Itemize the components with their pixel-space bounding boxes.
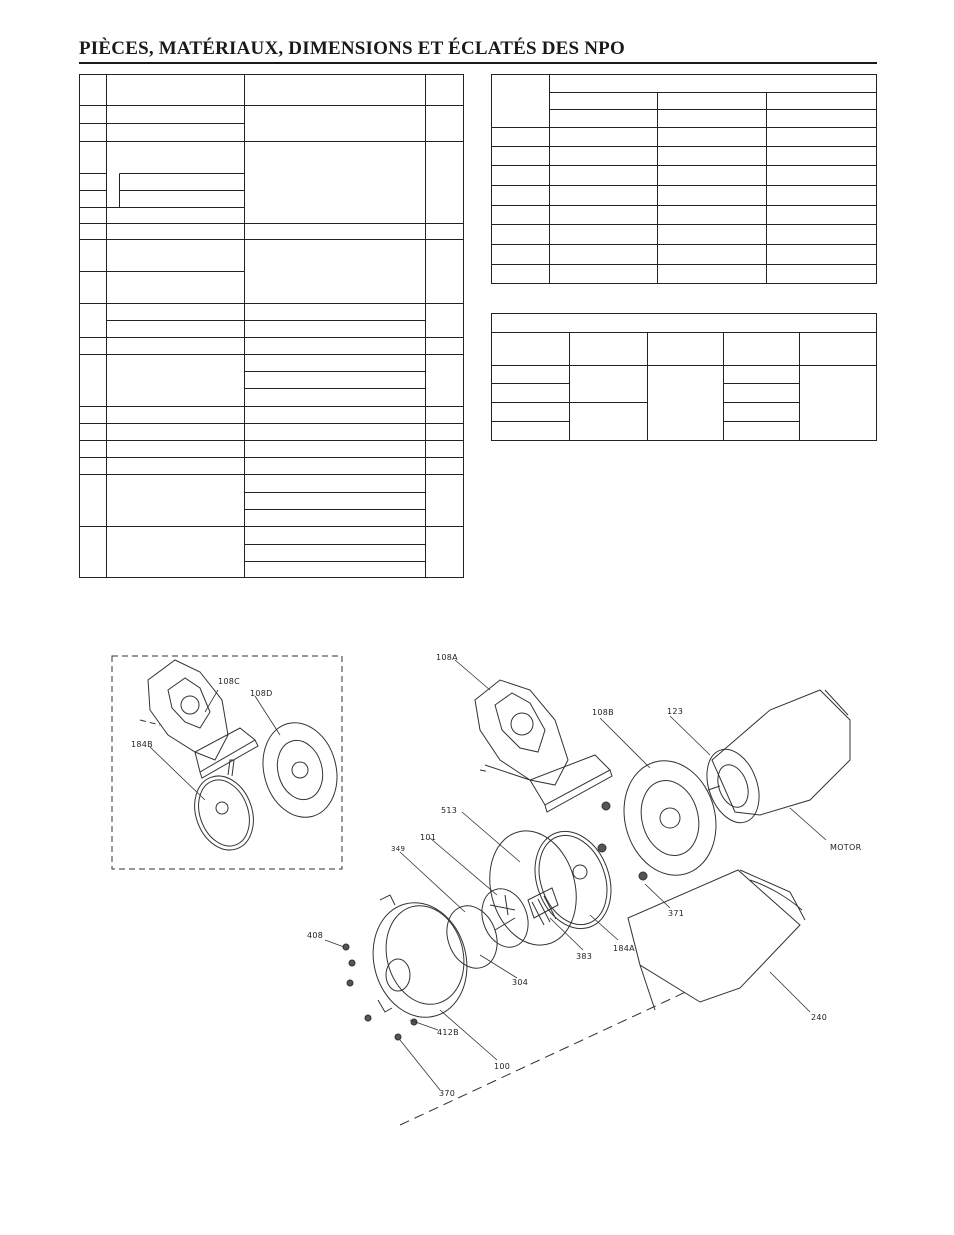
seal-383 <box>528 888 558 925</box>
label-370: 370 <box>439 1089 456 1098</box>
label-383: 383 <box>576 952 593 961</box>
label-108b: 108B <box>592 708 614 717</box>
inset-box <box>112 656 342 869</box>
casing-100 <box>361 892 480 1028</box>
adapter-108c-inset <box>148 660 258 778</box>
label-108a: 108A <box>436 653 458 662</box>
label-371: 371 <box>668 909 685 918</box>
adapter-108d-inset <box>253 714 347 825</box>
label-100: 100 <box>494 1062 511 1071</box>
alignment-line-1 <box>400 990 690 1125</box>
seal-plate-184b-inset <box>185 760 264 858</box>
seal-plate-184a <box>522 821 624 940</box>
leader-lines <box>150 660 826 1090</box>
o-ring-513 <box>477 821 588 955</box>
label-108d: 108D <box>250 689 273 698</box>
label-184a: 184A <box>613 944 635 953</box>
label-513: 513 <box>441 806 458 815</box>
label-108c: 108C <box>218 677 241 686</box>
label-101: 101 <box>420 833 437 842</box>
label-304: 304 <box>512 978 529 987</box>
adapter-108b <box>612 750 729 885</box>
gasket-349 <box>439 899 506 976</box>
adapter-108a <box>475 680 612 812</box>
base-240 <box>628 870 805 1010</box>
label-123: 123 <box>667 707 684 716</box>
label-motor: MOTOR <box>830 843 862 852</box>
motor <box>697 690 850 830</box>
label-240: 240 <box>811 1013 828 1022</box>
label-408: 408 <box>307 931 324 940</box>
label-412b: 412B <box>437 1028 459 1037</box>
page-title: PIÈCES, MATÉRIAUX, DIMENSIONS ET ÉCLATÉS DES NPO <box>79 38 625 59</box>
label-349: 349 <box>391 845 406 853</box>
bolts <box>343 802 647 1040</box>
label-184b: 184B <box>131 740 153 749</box>
